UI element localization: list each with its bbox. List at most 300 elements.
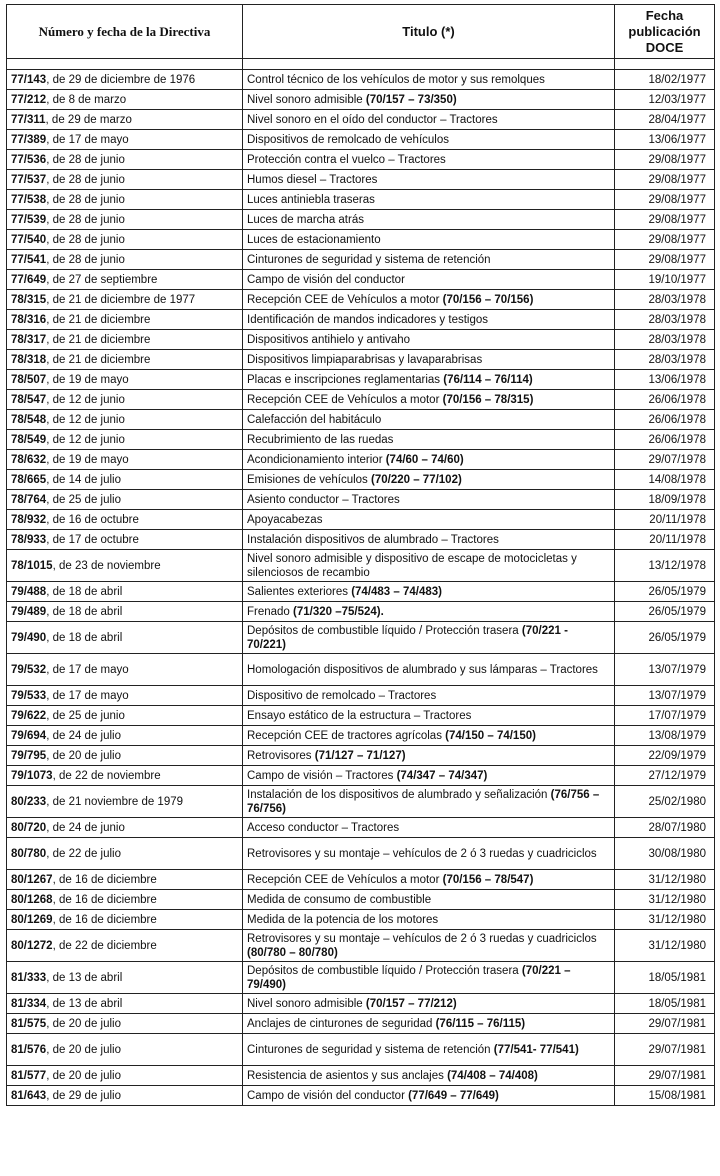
directive-date: , de 28 de junio	[46, 233, 125, 246]
directive-number: 79/1073	[11, 769, 53, 782]
title-cell	[243, 230, 615, 250]
table-row	[7, 930, 715, 962]
table-row	[7, 270, 715, 290]
directive-number: 77/389	[11, 133, 47, 146]
directive-number: 79/488	[11, 585, 47, 598]
directive-title: Identificación de mandos indicadores y testigos	[247, 313, 489, 326]
table-row	[7, 110, 715, 130]
directive-date: , de 28 de junio	[46, 253, 125, 266]
directive-cell	[7, 1014, 243, 1034]
directive-number: 81/334	[11, 997, 47, 1010]
directive-cell	[7, 994, 243, 1014]
directive-title: Salientes exteriores	[247, 585, 352, 598]
table-row	[7, 654, 715, 686]
publication-date: 13/06/1977	[615, 130, 715, 150]
directive-date: , de 19 de mayo	[46, 453, 129, 466]
table-row	[7, 1066, 715, 1086]
table-row	[7, 350, 715, 370]
directive-cell	[7, 430, 243, 450]
directive-title: Retrovisores y su montaje – vehículos de 2 ó 3 ruedas y cuadriciclos	[247, 847, 597, 860]
directive-cell	[7, 530, 243, 550]
publication-date: 14/08/1978	[615, 470, 715, 490]
publication-date: 18/05/1981	[615, 994, 715, 1014]
table-header-row	[7, 5, 715, 59]
table-body	[7, 70, 715, 1106]
publication-date: 30/08/1980	[615, 838, 715, 870]
directive-title: Instalación de los dispositivos de alumbrado y señalización	[247, 788, 551, 801]
directive-date: , de 13 de abril	[46, 971, 123, 984]
directive-number: 78/665	[11, 473, 47, 486]
directive-cell	[7, 706, 243, 726]
table-row	[7, 330, 715, 350]
table-row	[7, 746, 715, 766]
directive-cell	[7, 910, 243, 930]
directive-reference: (74/347 – 74/347)	[396, 769, 488, 782]
publication-date: 26/06/1978	[615, 410, 715, 430]
directive-reference: (74/60 – 74/60)	[385, 453, 464, 466]
directive-date: , de 18 de abril	[46, 605, 123, 618]
directive-number: 78/318	[11, 353, 47, 366]
directive-number: 77/540	[11, 233, 47, 246]
table-row	[7, 766, 715, 786]
title-cell	[243, 1066, 615, 1086]
directive-cell	[7, 230, 243, 250]
table-row	[7, 602, 715, 622]
table-row	[7, 582, 715, 602]
table-row	[7, 786, 715, 818]
directive-reference: (76/115 – 76/115)	[435, 1017, 526, 1030]
directive-title: Cinturones de seguridad y sistema de retención	[247, 1043, 494, 1056]
title-cell	[243, 290, 615, 310]
directive-date: , de 16 de diciembre	[52, 873, 157, 886]
title-cell	[243, 962, 615, 994]
title-cell	[243, 1014, 615, 1034]
directive-title: Nivel sonoro admisible	[247, 93, 366, 106]
directive-date: , de 28 de junio	[46, 213, 125, 226]
directive-number: 78/632	[11, 453, 47, 466]
directive-date: , de 28 de junio	[46, 193, 125, 206]
table-row	[7, 510, 715, 530]
publication-date: 29/08/1977	[615, 190, 715, 210]
directive-number: 78/933	[11, 533, 47, 546]
table-row	[7, 210, 715, 230]
directive-number: 78/316	[11, 313, 47, 326]
directive-number: 79/489	[11, 605, 47, 618]
directive-date: , de 18 de abril	[46, 585, 123, 598]
directive-date: , de 28 de junio	[46, 173, 125, 186]
title-cell	[243, 818, 615, 838]
directive-date: , de 29 de julio	[46, 1089, 121, 1102]
table-row	[7, 550, 715, 582]
table-row	[7, 310, 715, 330]
title-cell	[243, 370, 615, 390]
directive-number: 77/212	[11, 93, 47, 106]
directive-date: , de 16 de diciembre	[52, 893, 157, 906]
directive-title: Recepción CEE de Vehículos a motor	[247, 293, 443, 306]
directive-date: , de 24 de julio	[46, 729, 121, 742]
directive-cell	[7, 654, 243, 686]
publication-date: 29/07/1981	[615, 1066, 715, 1086]
directive-cell	[7, 130, 243, 150]
publication-date: 13/07/1979	[615, 686, 715, 706]
directive-title: Dispositivos limpiaparabrisas y lavaparabrisas	[247, 353, 483, 366]
title-cell	[243, 686, 615, 706]
title-cell	[243, 994, 615, 1014]
title-cell	[243, 270, 615, 290]
directive-cell	[7, 1086, 243, 1106]
directive-date: , de 21 de diciembre de 1977	[46, 293, 196, 306]
publication-date: 29/08/1977	[615, 230, 715, 250]
title-cell	[243, 410, 615, 430]
publication-date: 26/06/1978	[615, 390, 715, 410]
directive-cell	[7, 170, 243, 190]
directive-cell	[7, 390, 243, 410]
title-cell	[243, 170, 615, 190]
directive-cell	[7, 1034, 243, 1066]
directive-date: , de 8 de marzo	[46, 93, 127, 106]
table-row	[7, 962, 715, 994]
directive-title: Campo de visión del conductor	[247, 273, 405, 286]
publication-date: 29/08/1977	[615, 150, 715, 170]
table-row	[7, 870, 715, 890]
directive-title: Nivel sonoro admisible	[247, 997, 366, 1010]
directive-number: 78/507	[11, 373, 47, 386]
directive-cell	[7, 70, 243, 90]
directive-number: 80/780	[11, 847, 47, 860]
directive-number: 79/490	[11, 631, 47, 644]
directive-title: Acceso conductor – Tractores	[247, 821, 400, 834]
directive-reference: (70/156 – 78/315)	[442, 393, 534, 406]
directive-number: 77/539	[11, 213, 47, 226]
directive-date: , de 21 de diciembre	[46, 333, 151, 346]
title-cell	[243, 890, 615, 910]
header-title: Titulo (*)	[243, 5, 615, 59]
table-row	[7, 890, 715, 910]
table-row	[7, 390, 715, 410]
directive-title: Campo de visión – Tractores	[247, 769, 397, 782]
title-cell	[243, 582, 615, 602]
directive-title: Emisiones de vehículos	[247, 473, 372, 486]
directive-reference: (70/221 – 79/490)	[247, 964, 571, 991]
directive-date: , de 17 de mayo	[46, 663, 129, 676]
directive-reference: (70/157 – 77/212)	[365, 997, 457, 1010]
directive-date: , de 17 de octubre	[46, 533, 139, 546]
table-row	[7, 410, 715, 430]
directive-reference: (80/780 – 80/780)	[247, 946, 338, 959]
directive-number: 78/1015	[11, 559, 53, 572]
directive-cell	[7, 1066, 243, 1086]
directive-date: , de 13 de abril	[46, 997, 123, 1010]
title-cell	[243, 70, 615, 90]
publication-date: 22/09/1979	[615, 746, 715, 766]
publication-date: 26/06/1978	[615, 430, 715, 450]
directive-date: , de 21 noviembre de 1979	[46, 795, 184, 808]
directive-date: , de 27 de septiembre	[46, 273, 158, 286]
directive-title: Control técnico de los vehículos de motor y sus remolques	[247, 73, 545, 86]
table-row	[7, 530, 715, 550]
table-row	[7, 1014, 715, 1034]
title-cell	[243, 602, 615, 622]
directive-date: , de 22 de julio	[46, 847, 121, 860]
directive-title: Recepción CEE de Vehículos a motor	[247, 873, 443, 886]
publication-date: 13/08/1979	[615, 726, 715, 746]
title-cell	[243, 450, 615, 470]
title-cell	[243, 550, 615, 582]
directive-number: 77/538	[11, 193, 47, 206]
directive-date: , de 25 de junio	[46, 709, 125, 722]
directive-reference: (71/127 – 71/127)	[314, 749, 406, 762]
directive-number: 78/764	[11, 493, 47, 506]
directive-reference: (70/156 – 78/547)	[442, 873, 534, 886]
table-row	[7, 470, 715, 490]
directive-title: Nivel sonoro en el oído del conductor – Tractores	[247, 113, 498, 126]
table-row	[7, 726, 715, 746]
directive-cell	[7, 150, 243, 170]
publication-date: 13/07/1979	[615, 654, 715, 686]
table-row	[7, 686, 715, 706]
directive-reference: (76/756 – 76/756)	[247, 788, 600, 815]
table-row	[7, 838, 715, 870]
title-cell	[243, 350, 615, 370]
publication-date: 26/05/1979	[615, 622, 715, 654]
directive-date: , de 17 de mayo	[46, 133, 129, 146]
directive-cell	[7, 290, 243, 310]
directive-reference: (77/541- 77/541)	[493, 1043, 579, 1056]
title-cell	[243, 310, 615, 330]
directive-date: , de 20 de julio	[46, 1069, 121, 1082]
directive-number: 79/533	[11, 689, 47, 702]
directive-cell	[7, 962, 243, 994]
directive-number: 78/315	[11, 293, 47, 306]
directive-number: 80/1272	[11, 939, 53, 952]
header-directive-number: Número y fecha de la Directiva	[7, 5, 243, 59]
directive-number: 79/694	[11, 729, 47, 742]
header-publication-date	[615, 5, 715, 59]
directive-cell	[7, 786, 243, 818]
directive-date: , de 23 de noviembre	[52, 559, 161, 572]
title-cell	[243, 706, 615, 726]
directive-reference: (76/114 – 76/114)	[443, 373, 533, 386]
directive-title: Placas e inscripciones reglamentarias	[247, 373, 444, 386]
directive-title: Humos diesel – Tractores	[247, 173, 378, 186]
directive-cell	[7, 550, 243, 582]
title-cell	[243, 110, 615, 130]
directive-reference: (70/221 - 70/221)	[247, 624, 568, 651]
table-row	[7, 170, 715, 190]
directive-date: , de 24 de junio	[46, 821, 125, 834]
table-row	[7, 90, 715, 110]
directives-table-container	[6, 4, 718, 1106]
directive-number: 79/532	[11, 663, 47, 676]
publication-date: 12/03/1977	[615, 90, 715, 110]
directive-cell	[7, 310, 243, 330]
directive-title: Resistencia de asientos y sus anclajes	[247, 1069, 448, 1082]
directive-date: , de 20 de julio	[46, 1017, 121, 1030]
title-cell	[243, 786, 615, 818]
directive-title: Dispositivo de remolcado – Tractores	[247, 689, 437, 702]
directive-cell	[7, 870, 243, 890]
table-row	[7, 1034, 715, 1066]
directive-title: Ensayo estático de la estructura – Tractores	[247, 709, 472, 722]
directive-title: Protección contra el vuelco – Tractores	[247, 153, 446, 166]
directive-title: Asiento conductor – Tractores	[247, 493, 400, 506]
directive-number: 80/233	[11, 795, 47, 808]
title-cell	[243, 90, 615, 110]
title-cell	[243, 530, 615, 550]
publication-date: 26/05/1979	[615, 602, 715, 622]
directive-title: Retrovisores	[247, 749, 315, 762]
directive-cell	[7, 838, 243, 870]
directive-title: Luces de marcha atrás	[247, 213, 364, 226]
publication-date: 18/02/1977	[615, 70, 715, 90]
directive-title: Campo de visión del conductor	[247, 1089, 409, 1102]
directive-cell	[7, 350, 243, 370]
publication-date: 28/03/1978	[615, 350, 715, 370]
directive-title: Retrovisores y su montaje – vehículos de 2 ó 3 ruedas y cuadriciclos	[247, 932, 597, 945]
publication-date: 15/08/1981	[615, 1086, 715, 1106]
directive-title: Calefacción del habitáculo	[247, 413, 382, 426]
directive-number: 78/317	[11, 333, 47, 346]
directive-title: Luces antiniebla traseras	[247, 193, 375, 206]
directive-title: Homologación dispositivos de alumbrado y sus lámparas – Tractores	[247, 663, 598, 676]
title-cell	[243, 390, 615, 410]
directive-date: , de 25 de julio	[46, 493, 121, 506]
title-cell	[243, 1034, 615, 1066]
directive-cell	[7, 510, 243, 530]
table-row	[7, 1086, 715, 1106]
publication-date: 31/12/1980	[615, 930, 715, 962]
directive-number: 77/541	[11, 253, 47, 266]
directive-reference: (70/156 – 70/156)	[442, 293, 534, 306]
title-cell	[243, 930, 615, 962]
title-cell	[243, 490, 615, 510]
directive-number: 80/1269	[11, 913, 53, 926]
directive-date: , de 21 de diciembre	[46, 353, 151, 366]
directive-number: 78/549	[11, 433, 47, 446]
directive-reference: (74/408 – 74/408)	[447, 1069, 538, 1082]
directive-number: 80/1267	[11, 873, 53, 886]
directive-reference: (77/649 – 77/649)	[408, 1089, 499, 1102]
table-row	[7, 706, 715, 726]
header-pub-line2: publicación	[628, 23, 701, 39]
table-row	[7, 230, 715, 250]
publication-date: 18/05/1981	[615, 962, 715, 994]
table-row	[7, 490, 715, 510]
directive-title: Luces de estacionamiento	[247, 233, 381, 246]
publication-date: 13/06/1978	[615, 370, 715, 390]
directive-number: 78/547	[11, 393, 47, 406]
title-cell	[243, 190, 615, 210]
directive-cell	[7, 622, 243, 654]
directive-cell	[7, 686, 243, 706]
directive-date: , de 20 de julio	[46, 749, 121, 762]
directive-date: , de 12 de junio	[46, 393, 125, 406]
directive-number: 77/649	[11, 273, 47, 286]
directive-date: , de 22 de diciembre	[52, 939, 157, 952]
directive-date: , de 21 de diciembre	[46, 313, 151, 326]
directive-title: Depósitos de combustible líquido / Protección trasera	[247, 624, 522, 637]
directive-number: 80/720	[11, 821, 47, 834]
directive-cell	[7, 490, 243, 510]
title-cell	[243, 746, 615, 766]
directive-reference: (70/220 – 77/102)	[371, 473, 462, 486]
publication-date: 28/03/1978	[615, 310, 715, 330]
directive-number: 77/143	[11, 73, 47, 86]
directive-reference: (74/150 – 74/150)	[445, 729, 536, 742]
directive-date: , de 19 de mayo	[46, 373, 129, 386]
directive-date: , de 17 de mayo	[46, 689, 129, 702]
publication-date: 27/12/1979	[615, 766, 715, 786]
table-row	[7, 994, 715, 1014]
directive-number: 78/548	[11, 413, 47, 426]
directive-number: 77/537	[11, 173, 47, 186]
directive-number: 79/622	[11, 709, 47, 722]
directive-title: Anclajes de cinturones de seguridad	[247, 1017, 436, 1030]
directive-title: Frenado	[247, 605, 294, 618]
directive-cell	[7, 370, 243, 390]
directive-date: , de 12 de junio	[46, 433, 125, 446]
directive-title: Recepción CEE de tractores agrícolas	[247, 729, 446, 742]
table-row	[7, 250, 715, 270]
directive-date: , de 16 de diciembre	[52, 913, 157, 926]
directive-cell	[7, 330, 243, 350]
directive-date: , de 29 de marzo	[45, 113, 132, 126]
publication-date: 29/07/1981	[615, 1014, 715, 1034]
publication-date: 29/08/1977	[615, 210, 715, 230]
publication-date: 29/08/1977	[615, 250, 715, 270]
table-row	[7, 290, 715, 310]
publication-date: 31/12/1980	[615, 910, 715, 930]
directive-number: 80/1268	[11, 893, 53, 906]
directive-cell	[7, 818, 243, 838]
title-cell	[243, 654, 615, 686]
directive-cell	[7, 470, 243, 490]
directive-cell	[7, 582, 243, 602]
directive-title: Recubrimiento de las ruedas	[247, 433, 394, 446]
directive-date: , de 20 de julio	[46, 1043, 121, 1056]
title-cell	[243, 726, 615, 746]
directive-date: , de 12 de junio	[46, 413, 125, 426]
directive-title: Medida de consumo de combustible	[247, 893, 432, 906]
title-cell	[243, 766, 615, 786]
publication-date: 31/12/1980	[615, 890, 715, 910]
publication-date: 28/03/1978	[615, 290, 715, 310]
publication-date: 28/04/1977	[615, 110, 715, 130]
header-pub-line3: DOCE	[645, 39, 684, 55]
header-spacer-row	[7, 59, 715, 70]
directive-number: 79/795	[11, 749, 47, 762]
publication-date: 19/10/1977	[615, 270, 715, 290]
directive-cell	[7, 450, 243, 470]
title-cell	[243, 210, 615, 230]
directive-cell	[7, 270, 243, 290]
title-cell	[243, 470, 615, 490]
publication-date: 18/09/1978	[615, 490, 715, 510]
title-cell	[243, 910, 615, 930]
directive-cell	[7, 110, 243, 130]
directive-date: , de 16 de octubre	[46, 513, 139, 526]
directive-number: 81/643	[11, 1089, 47, 1102]
publication-date: 29/07/1981	[615, 1034, 715, 1066]
title-cell	[243, 250, 615, 270]
title-cell	[243, 1086, 615, 1106]
directive-title: Instalación dispositivos de alumbrado – Tractores	[247, 533, 499, 546]
directive-number: 77/311	[11, 113, 46, 126]
publication-date: 20/11/1978	[615, 530, 715, 550]
directive-cell	[7, 210, 243, 230]
title-cell	[243, 510, 615, 530]
directive-reference: (71/320 –75/524).	[293, 605, 384, 618]
